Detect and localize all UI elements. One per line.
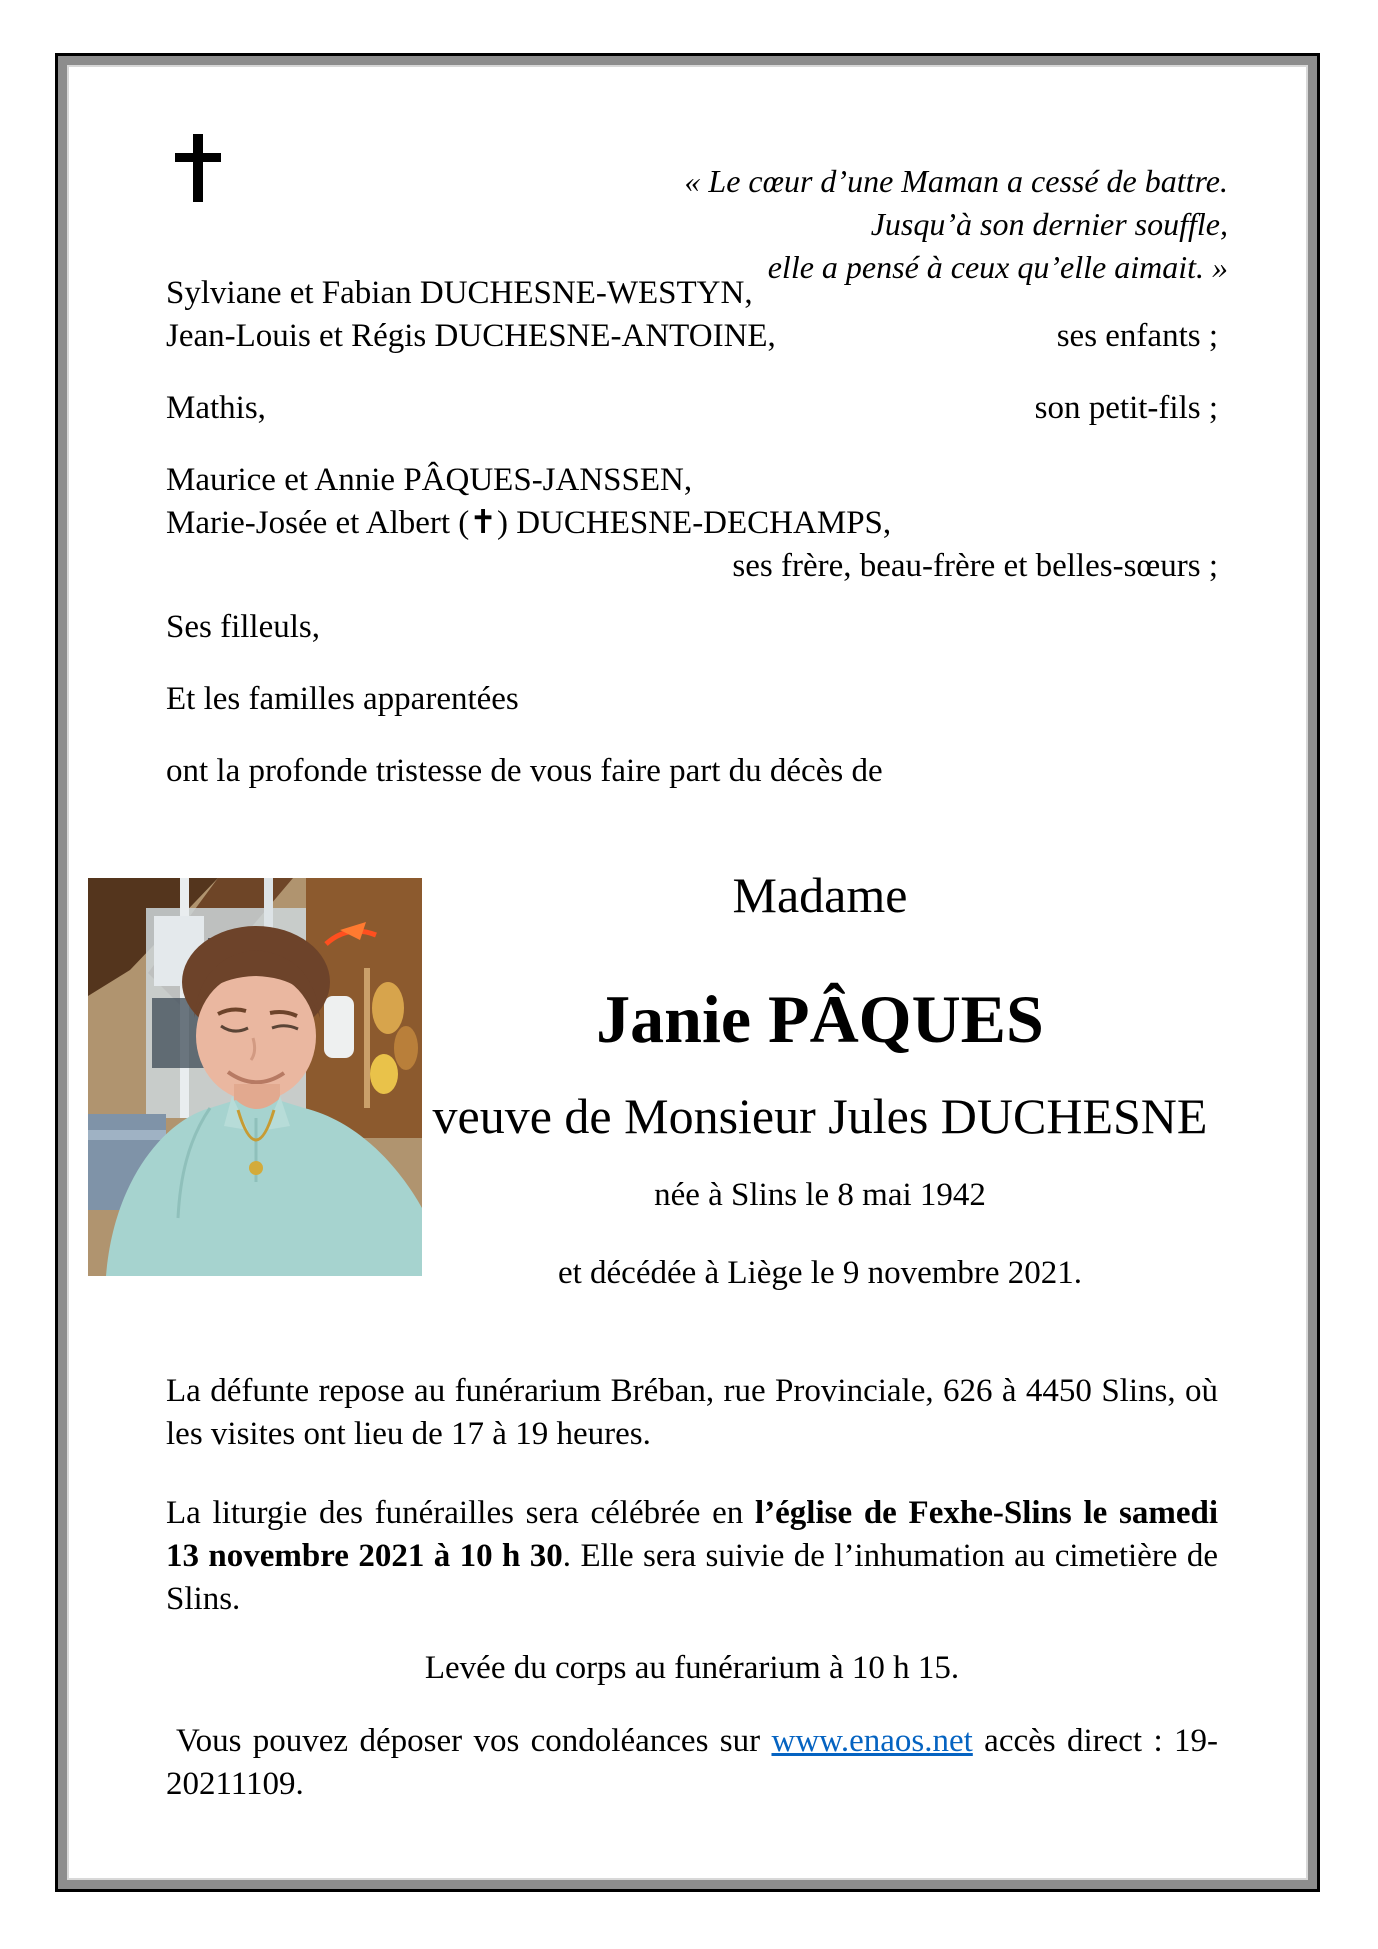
enaos-link[interactable]: www.enaos.net bbox=[771, 1723, 973, 1759]
memorial-quote bbox=[684, 160, 1228, 289]
quote-line: elle a pensé à ceux qu’elle aimait. » bbox=[767, 249, 1228, 285]
siblings-row-1 bbox=[166, 459, 1218, 502]
birth-line: née à Slins le 8 mai 1942 bbox=[654, 1177, 986, 1213]
family-list bbox=[166, 272, 1218, 793]
siblings-names-1: Maurice et Annie PÂQUES-JANSSEN, bbox=[166, 462, 693, 498]
quote-line: « Le cœur d’une Maman a cessé de battre. bbox=[684, 163, 1228, 199]
liturgy-paragraph bbox=[166, 1492, 1218, 1621]
grandson-row bbox=[166, 387, 1218, 430]
siblings-relation-label: ses frère, beau-frère et belles-sœurs ; bbox=[732, 548, 1218, 584]
godchildren-row bbox=[166, 606, 1218, 649]
levee-line: Levée du corps au funérarium à 10 h 15. bbox=[424, 1650, 960, 1686]
condolences-text-post: accès direct : 19-20211109. bbox=[166, 1723, 1218, 1802]
godchildren-label: Ses filleuls, bbox=[166, 609, 320, 645]
widow-line: veuve de Monsieur Jules DUCHESNE bbox=[432, 1088, 1208, 1144]
obituary-card-frame bbox=[55, 53, 1320, 1892]
children-relation-label: ses enfants ; bbox=[1056, 318, 1218, 354]
siblings-names-2: Marie-Josée et Albert (✝) DUCHESNE-DECHAMPS, bbox=[166, 505, 892, 541]
deceased-name: Janie PÂQUES bbox=[596, 981, 1044, 1057]
condolences-text-pre: Vous pouvez déposer vos condoléances sur bbox=[176, 1723, 772, 1759]
children-row-1 bbox=[166, 272, 1218, 315]
cross-icon bbox=[175, 132, 221, 202]
liturgy-text-post: . Elle sera suivie de l’inhumation au cimetière de Slins. bbox=[166, 1538, 1218, 1617]
children-names-2: Jean-Louis et Régis DUCHESNE-ANTOINE, bbox=[166, 318, 776, 354]
repose-paragraph: La défunte repose au funérarium Bréban, rue Provinciale, 626 à 4450 Slins, où les visites ont lieu de 17 à 19 heures. bbox=[166, 1373, 1218, 1452]
grandson-name: Mathis, bbox=[166, 390, 266, 426]
grandson-relation-label: son petit-fils ; bbox=[1034, 390, 1218, 426]
announcement-text: ont la profonde tristesse de vous faire part du décès de bbox=[166, 753, 883, 789]
siblings-label-row bbox=[166, 545, 1218, 588]
related-families-label: Et les familles apparentées bbox=[166, 681, 519, 717]
death-line: et décédée à Liège le 9 novembre 2021. bbox=[557, 1255, 1083, 1291]
portrait-photo bbox=[88, 878, 422, 1276]
liturgy-text-bold: l’église de Fexhe-Slins le samedi 13 novembre 2021 à 10 h 30 bbox=[166, 1495, 1218, 1574]
children-row-2 bbox=[166, 315, 1218, 358]
liturgy-text-pre: La liturgie des funérailles sera célébrée en bbox=[166, 1495, 755, 1531]
quote-line: Jusqu’à son dernier souffle, bbox=[870, 206, 1228, 242]
siblings-row-2 bbox=[166, 502, 1218, 545]
condolences-paragraph bbox=[166, 1720, 1218, 1806]
announcement-row bbox=[166, 750, 1218, 793]
related-families-row bbox=[166, 678, 1218, 721]
deceased-title: Madame bbox=[732, 867, 908, 923]
children-names-1: Sylviane et Fabian DUCHESNE-WESTYN, bbox=[166, 275, 753, 311]
